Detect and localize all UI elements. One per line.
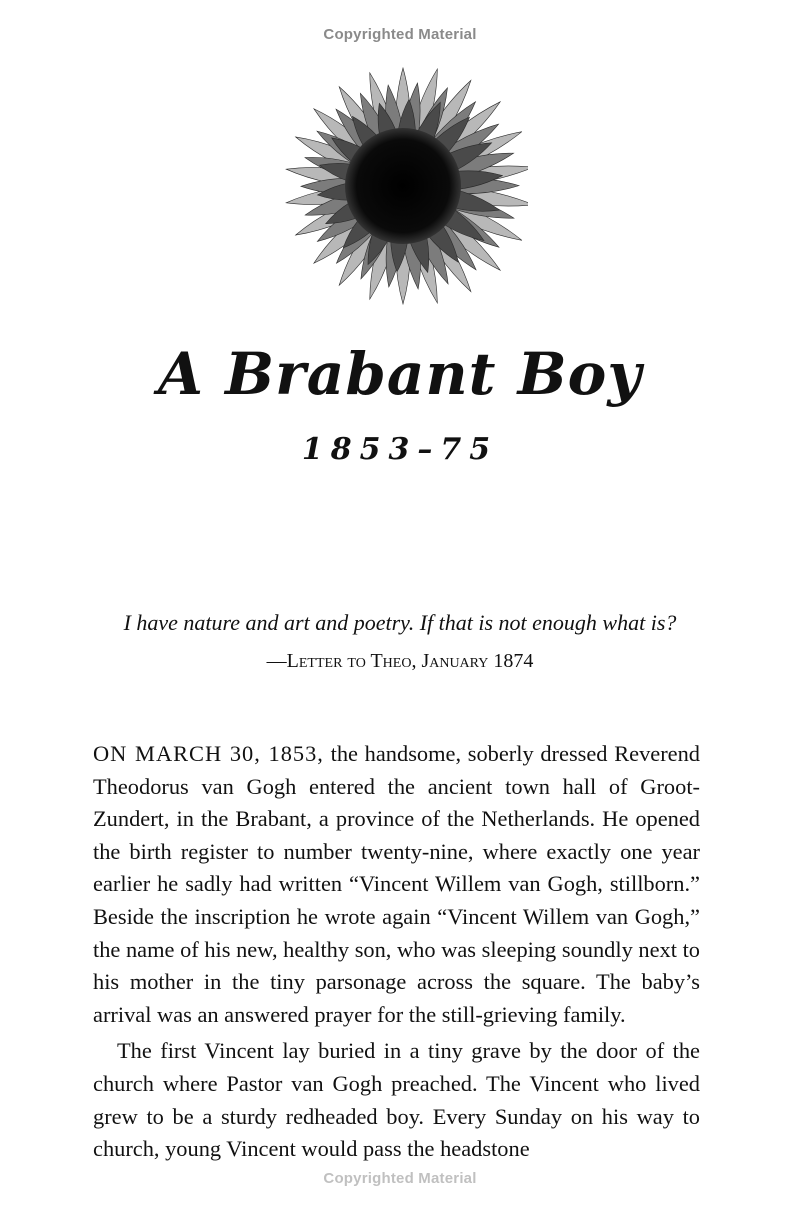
paragraph-1-text: the handsome, soberly dressed Reverend Theodorus van Gogh entered the ancient town hall of Groot-Zundert, in the Brabant, a province of the Netherlands. He opened the birth register to number twenty-nine, where exactly one year earlier he sadly had written “Vincent Willem van Gogh, stillborn.” Beside the inscription he wrote again “Vincent Willem van Gogh,” the name of his new, healthy son, who was sleeping soundly next to his mother in the tiny parsonage across the square. The baby’s arrival was an answered prayer for the still-grieving family. <box>93 741 700 1027</box>
epigraph-source: —Letter to Theo, January 1874 <box>266 650 534 672</box>
paragraph-1 <box>93 738 700 1031</box>
watermark-bottom: Copyrighted Material <box>323 1170 477 1187</box>
paragraph-1-lead: ON MARCH 30, 1853, <box>93 741 324 766</box>
epigraph-quote: I have nature and art and poetry. If that is not enough what is? <box>123 610 677 635</box>
body-text <box>93 738 700 1166</box>
sunflower-center <box>345 128 461 244</box>
sunflower-illustration <box>278 56 528 336</box>
watermark-top: Copyrighted Material <box>323 26 477 43</box>
chapter-years: 1853–75 <box>301 432 499 467</box>
chapter-title: A Brabant Boy <box>157 340 643 408</box>
paragraph-2: The first Vincent lay buried in a tiny grave by the door of the church where Pastor van Gogh preached. The Vincent who lived grew to be a sturdy redheaded boy. Every Sunday on his way to church, young Vincent would pass the headstone <box>93 1038 700 1162</box>
